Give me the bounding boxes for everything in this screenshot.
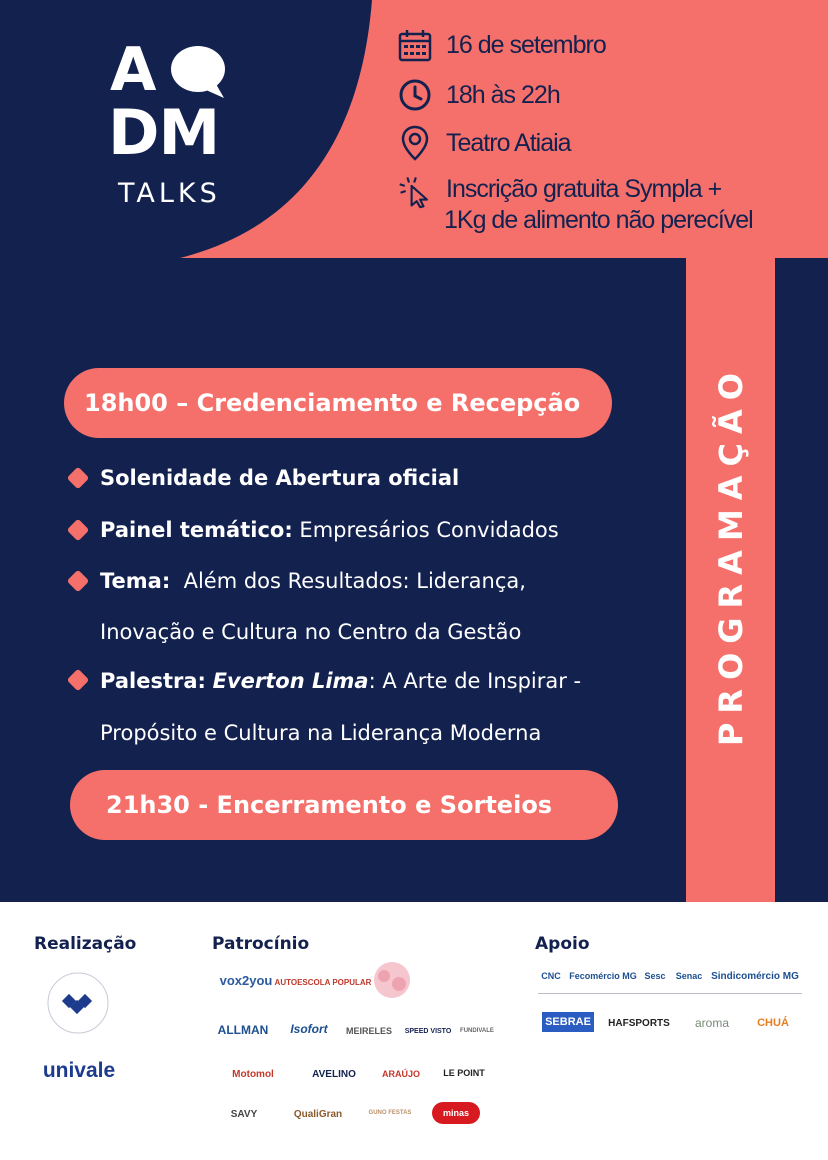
info-registration-row <box>398 174 753 236</box>
info-venue-row <box>398 126 571 160</box>
isofort-logo: Isofort <box>290 1022 328 1036</box>
bullet-diamond <box>67 570 90 593</box>
allman-logo: ALLMAN <box>217 1023 269 1037</box>
floral-sponsor-logo <box>366 958 418 1002</box>
tecnico-administracao-logo <box>40 970 116 1036</box>
vox2you-logo: vox2you <box>219 972 273 988</box>
agenda-item-panel <box>100 517 559 543</box>
guno-festas-logo: GUNO FESTAS <box>368 1110 412 1116</box>
agenda-item-talk-line2: Propósito e Cultura na Liderança Moderna <box>100 721 542 745</box>
speech-bubble-icon <box>166 44 226 102</box>
closing-pill-text: 21h30 - Encerramento e Sorteios <box>106 791 553 819</box>
adm-talks-logo <box>104 35 264 210</box>
agenda-item-theme-line2: Inovação e Cultura no Centro da Gestão <box>100 620 522 644</box>
agenda-text: Além dos Resultados: Liderança, <box>170 569 526 593</box>
registration-text <box>446 174 753 236</box>
opening-pill-text: 18h00 – Credenciamento e Recepção <box>84 389 581 417</box>
autoescola-popular-logo: AUTOESCOLA POPULAR <box>274 977 372 987</box>
agenda-bold: Solenidade de Abertura oficial <box>100 466 460 490</box>
agenda-item-theme <box>100 568 526 594</box>
registration-line-1: Inscrição gratuita Sympla + <box>446 175 722 203</box>
qualigran-logo: QualiGran <box>293 1108 343 1120</box>
cnc-logo: CNC <box>541 971 561 981</box>
senac-logo: Senac <box>675 971 703 981</box>
cursor-click-icon <box>398 174 432 208</box>
bullet-diamond <box>67 669 90 692</box>
logo-letters-dm: DM <box>108 96 220 169</box>
logo-letter-a: A <box>110 35 157 105</box>
apoio-heading: Apoio <box>535 934 590 954</box>
calendar-icon <box>398 28 432 62</box>
programacao-label: PROGRAMAÇÃO <box>712 363 750 747</box>
univale-logo: univale <box>42 1059 116 1082</box>
fecomercio-logo: Fecomércio MG <box>569 971 637 981</box>
info-time-row <box>398 78 560 112</box>
araujo-logo: ARAÚJO <box>381 1069 420 1079</box>
patrocinio-heading: Patrocínio <box>212 934 310 954</box>
agenda-text: Empresários Convidados <box>292 518 559 542</box>
sebrae-logo: SEBRAE <box>542 1012 594 1032</box>
sindicomercio-logo: Sindicomércio MG <box>711 970 799 982</box>
event-venue: Teatro Atiaia <box>446 128 571 157</box>
speed-visto-logo: SPEED VISTO <box>404 1027 452 1035</box>
event-time: 18h às 22h <box>446 80 560 109</box>
registration-line-2: 1Kg de alimento não perecível <box>444 206 753 234</box>
agenda-bold: Tema: <box>100 569 171 593</box>
event-date: 16 de setembro <box>446 30 606 59</box>
minas-logo: minas <box>432 1102 480 1124</box>
logo-talks-text: TALKS <box>118 178 221 209</box>
bullet-diamond <box>67 467 90 490</box>
meireles-logo: MEIRELES <box>345 1026 392 1036</box>
agenda-text: : A Arte de Inspirar - <box>368 669 582 693</box>
le-point-logo: LE POINT <box>443 1068 485 1078</box>
motomol-logo: Motomol <box>232 1068 274 1080</box>
chua-logo: CHUÁ <box>757 1017 789 1029</box>
avelino-logo: AVELINO <box>312 1068 356 1080</box>
savy-logo: SAVY <box>230 1108 258 1120</box>
speaker-name: Everton Lima <box>212 669 369 693</box>
opening-time-pill <box>64 368 612 438</box>
agenda-bold: Painel temático: <box>100 518 293 542</box>
apoio-divider <box>538 993 802 994</box>
closing-time-pill <box>70 770 618 840</box>
fundivale-logo: FUNDIVALE <box>460 1028 494 1034</box>
hafsports-logo: HAFSPORTS <box>608 1017 670 1029</box>
agenda-item-opening <box>100 465 459 491</box>
agenda-item-talk <box>100 668 581 694</box>
sesc-logo: Sesc <box>644 971 666 981</box>
aroma-logo: aroma <box>694 1016 729 1030</box>
clock-icon <box>398 78 432 112</box>
info-date-row <box>398 28 606 62</box>
bullet-diamond <box>67 519 90 542</box>
location-pin-icon <box>398 126 432 160</box>
agenda-bold: Palestra: <box>100 669 206 693</box>
realizacao-heading: Realização <box>34 934 137 954</box>
